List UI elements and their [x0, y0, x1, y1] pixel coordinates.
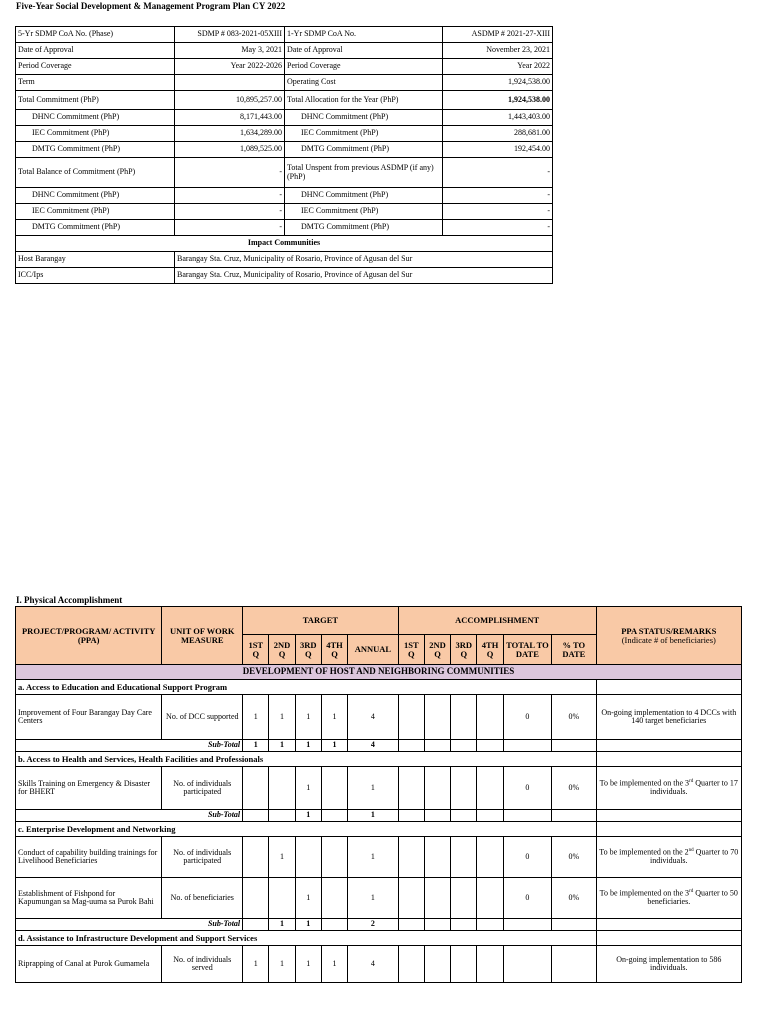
- target-q3: 1: [295, 767, 321, 810]
- summary-label-right: 1-Yr SDMP CoA No.: [285, 27, 443, 43]
- table-row: [16, 767, 742, 810]
- subtotal-row: [16, 810, 742, 822]
- summary-row: [16, 126, 553, 142]
- summary-row: [16, 204, 553, 220]
- header-target-q1: 1ST Q: [243, 635, 269, 665]
- header-target-q4: 4TH Q: [321, 635, 347, 665]
- summary-label-right: DHNC Commitment (PhP): [285, 110, 443, 126]
- summary-value-right: 192,454.00: [443, 142, 553, 158]
- summary-label-right: Total Allocation for the Year (PhP): [285, 91, 443, 110]
- summary-label-right: IEC Commitment (PhP): [285, 204, 443, 220]
- summary-value-left: -: [175, 204, 285, 220]
- header-unit-of-work: UNIT OF WORK MEASURE: [162, 607, 243, 665]
- header-target-q3: 3RD Q: [295, 635, 321, 665]
- summary-row: [16, 110, 553, 126]
- summary-value-right: 288,681.00: [443, 126, 553, 142]
- header-pct-to-date: % TO DATE: [552, 635, 596, 665]
- summary-value-left: 1,634,289.00: [175, 126, 285, 142]
- summary-value-left: 8,171,443.00: [175, 110, 285, 126]
- header-target-annual: ANNUAL: [348, 635, 399, 665]
- subtotal-q2: 1: [269, 740, 295, 752]
- target-annual: 4: [348, 946, 399, 983]
- summary-value-right: -: [443, 158, 553, 188]
- subtotal-q1: 1: [243, 740, 269, 752]
- pct-to-date: 0%: [552, 767, 596, 810]
- table-row: [16, 878, 742, 919]
- summary-value-right: ASDMP # 2021-27-XIII: [443, 27, 553, 43]
- table-row: [16, 946, 742, 983]
- ppa-cell: Conduct of capability building trainings for Livelihood Beneficiaries: [16, 837, 162, 878]
- band-development: DEVELOPMENT OF HOST AND NEIGHBORING COMMUNITIES: [16, 665, 742, 680]
- remarks-cell: To be implemented on the 3rd Quarter to 50 beneficiaries.: [596, 878, 741, 919]
- icc-ips-label: ICC/Ips: [16, 268, 175, 284]
- summary-value-left: SDMP # 083-2021-05XIII: [175, 27, 285, 43]
- category-d: d. Assistance to Infrastructure Development and Support Services: [16, 931, 597, 946]
- summary-row: [16, 75, 553, 91]
- header-acc-q2: 2ND Q: [424, 635, 450, 665]
- target-annual: 4: [348, 695, 399, 740]
- summary-label-right: Period Coverage: [285, 59, 443, 75]
- uwm-cell: No. of beneficiaries: [162, 878, 243, 919]
- pct-to-date: 0%: [552, 837, 596, 878]
- summary-row: [16, 188, 553, 204]
- subtotal-row: [16, 740, 742, 752]
- host-barangay-value: Barangay Sta. Cruz, Municipality of Rosario, Province of Agusan del Sur: [175, 252, 553, 268]
- target-q3: 1: [295, 695, 321, 740]
- summary-row: [16, 220, 553, 236]
- header-accomplishment: ACCOMPLISHMENT: [398, 607, 596, 635]
- summary-label-right: DHNC Commitment (PhP): [285, 188, 443, 204]
- summary-value-right: -: [443, 220, 553, 236]
- remarks-cell: To be implemented on the 3rd Quarter to 17 individuals.: [596, 767, 741, 810]
- ppa-cell: Establishment of Fishpond for Kapumungan sa Mag-uuma sa Purok Bahi: [16, 878, 162, 919]
- summary-value-left: -: [175, 188, 285, 204]
- uwm-cell: No. of individuals served: [162, 946, 243, 983]
- target-q4: 1: [321, 946, 347, 983]
- pct-to-date: 0%: [552, 878, 596, 919]
- summary-row: [16, 27, 553, 43]
- summary-row: [16, 158, 553, 188]
- summary-row: [16, 43, 553, 59]
- summary-label-left: DMTG Commitment (PhP): [16, 220, 175, 236]
- document-title: Five-Year Social Development & Management Program Plan CY 2022: [16, 1, 286, 11]
- category-a: a. Access to Education and Educational Support Program: [16, 680, 597, 695]
- category-c: c. Enterprise Development and Networking: [16, 822, 597, 837]
- header-ppa: PROJECT/PROGRAM/ ACTIVITY (PPA): [16, 607, 162, 665]
- icc-ips-value: Barangay Sta. Cruz, Municipality of Rosario, Province of Agusan del Sur: [175, 268, 553, 284]
- subtotal-annual: 4: [348, 740, 399, 752]
- summary-label-left: Total Commitment (PhP): [16, 91, 175, 110]
- summary-value-left: 1,089,525.00: [175, 142, 285, 158]
- total-to-date: 0: [503, 878, 551, 919]
- summary-row: [16, 59, 553, 75]
- target-q2: 1: [269, 946, 295, 983]
- summary-label-left: IEC Commitment (PhP): [16, 126, 175, 142]
- target-q4: 1: [321, 695, 347, 740]
- total-to-date: 0: [503, 695, 551, 740]
- target-annual: 1: [348, 878, 399, 919]
- summary-label-right: Operating Cost: [285, 75, 443, 91]
- summary-value-right: -: [443, 188, 553, 204]
- table-row: [16, 837, 742, 878]
- category-b: b. Access to Health and Services, Health Facilities and Professionals: [16, 752, 597, 767]
- header-acc-q4: 4TH Q: [477, 635, 503, 665]
- summary-label-right: IEC Commitment (PhP): [285, 126, 443, 142]
- subtotal-label: Sub-Total: [16, 740, 243, 752]
- summary-label-left: 5-Yr SDMP CoA No. (Phase): [16, 27, 175, 43]
- target-q3: 1: [295, 878, 321, 919]
- summary-value-left: -: [175, 220, 285, 236]
- remarks-cell: On-going implementation to 586 individuals.: [596, 946, 741, 983]
- impact-communities-header: Impact Communities: [16, 236, 553, 252]
- pct-to-date: 0%: [552, 695, 596, 740]
- target-q3: 1: [295, 946, 321, 983]
- uwm-cell: No. of DCC supported: [162, 695, 243, 740]
- subtotal-label: Sub-Total: [16, 919, 243, 931]
- summary-label-left: IEC Commitment (PhP): [16, 204, 175, 220]
- target-q1: 1: [243, 695, 269, 740]
- subtotal-q3: 1: [295, 919, 321, 931]
- summary-label-right: DMTG Commitment (PhP): [285, 142, 443, 158]
- target-q2: 1: [269, 695, 295, 740]
- subtotal-annual: 2: [348, 919, 399, 931]
- ppa-cell: Skills Training on Emergency & Disaster for BHERT: [16, 767, 162, 810]
- header-acc-q3: 3RD Q: [451, 635, 477, 665]
- summary-value-left: 10,895,257.00: [175, 91, 285, 110]
- uwm-cell: No. of individuals participated: [162, 767, 243, 810]
- ppa-cell: Riprapping of Canal at Purok Gumamela: [16, 946, 162, 983]
- subtotal-label: Sub-Total: [16, 810, 243, 822]
- summary-label-left: Period Coverage: [16, 59, 175, 75]
- subtotal-q3: 1: [295, 810, 321, 822]
- summary-label-right: Date of Approval: [285, 43, 443, 59]
- summary-value-right: Year 2022: [443, 59, 553, 75]
- summary-value-right: 1,924,538.00: [443, 75, 553, 91]
- target-q1: 1: [243, 946, 269, 983]
- summary-label-left: DHNC Commitment (PhP): [16, 188, 175, 204]
- summary-value-right: 1,443,403.00: [443, 110, 553, 126]
- target-annual: 1: [348, 837, 399, 878]
- header-target-q2: 2ND Q: [269, 635, 295, 665]
- subtotal-annual: 1: [348, 810, 399, 822]
- summary-label-left: Total Balance of Commitment (PhP): [16, 158, 175, 188]
- subtotal-q4: 1: [321, 740, 347, 752]
- ppa-cell: Improvement of Four Barangay Day Care Centers: [16, 695, 162, 740]
- total-to-date: 0: [503, 837, 551, 878]
- target-q2: 1: [269, 837, 295, 878]
- summary-row: [16, 91, 553, 110]
- summary-value-right: 1,924,538.00: [443, 91, 553, 110]
- summary-label-left: Term: [16, 75, 175, 91]
- header-total-to-date: TOTAL TO DATE: [503, 635, 551, 665]
- summary-label-left: DMTG Commitment (PhP): [16, 142, 175, 158]
- summary-label-left: Date of Approval: [16, 43, 175, 59]
- header-target: TARGET: [243, 607, 399, 635]
- subtotal-q2: 1: [269, 919, 295, 931]
- host-barangay-label: Host Barangay: [16, 252, 175, 268]
- summary-value-right: -: [443, 204, 553, 220]
- remarks-cell: On-going implementation to 4 DCCs with 140 target beneficiaries: [596, 695, 741, 740]
- target-annual: 1: [348, 767, 399, 810]
- summary-label-right: Total Unspent from previous ASDMP (if any) (PhP): [285, 158, 443, 188]
- summary-value-right: November 23, 2021: [443, 43, 553, 59]
- section-title: I. Physical Accomplishment: [16, 595, 123, 605]
- summary-row: [16, 142, 553, 158]
- total-to-date: 0: [503, 767, 551, 810]
- table-row: [16, 695, 742, 740]
- remarks-cell: To be implemented on the 2nd Quarter to 70 individuals.: [596, 837, 741, 878]
- summary-value-left: May 3, 2021: [175, 43, 285, 59]
- summary-value-left: [175, 75, 285, 91]
- subtotal-q3: 1: [295, 740, 321, 752]
- uwm-cell: No. of individuals participated: [162, 837, 243, 878]
- subtotal-row: [16, 919, 742, 931]
- summary-value-left: Year 2022-2026: [175, 59, 285, 75]
- sdmp-summary-table: [15, 26, 553, 284]
- physical-accomplishment-table: [15, 606, 742, 983]
- summary-value-left: -: [175, 158, 285, 188]
- header-remarks: PPA STATUS/REMARKS (Indicate # of beneficiaries): [596, 607, 741, 665]
- header-acc-q1: 1ST Q: [398, 635, 424, 665]
- summary-label-left: DHNC Commitment (PhP): [16, 110, 175, 126]
- summary-label-right: DMTG Commitment (PhP): [285, 220, 443, 236]
